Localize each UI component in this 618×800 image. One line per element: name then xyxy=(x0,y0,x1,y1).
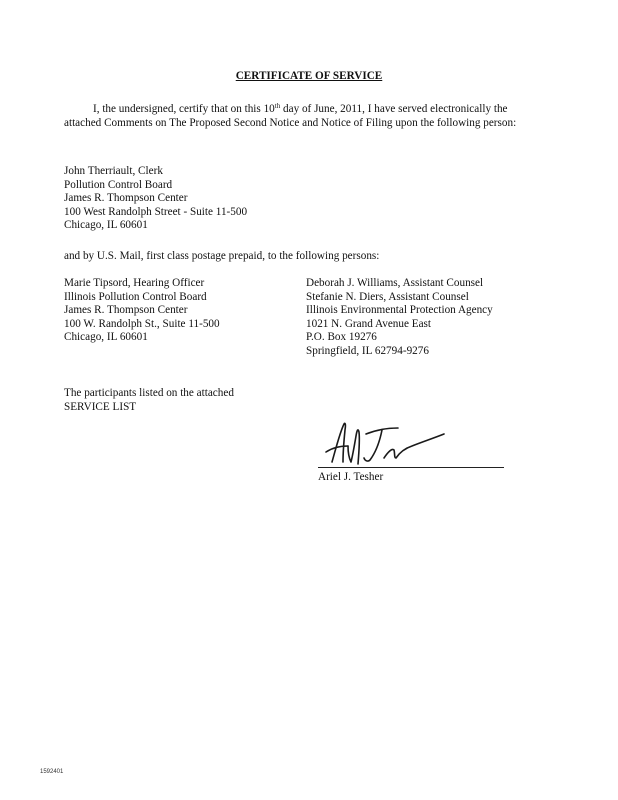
footer-code: 1592401 xyxy=(40,769,64,775)
page-title: CERTIFICATE OF SERVICE xyxy=(235,70,383,82)
participants-line: The participants listed on the attached xyxy=(64,387,234,399)
recipient-right-line: Deborah J. Williams, Assistant Counsel xyxy=(306,277,484,289)
recipient-left-line: Marie Tipsord, Hearing Officer xyxy=(64,277,205,289)
certification-paragraph xyxy=(64,103,544,131)
clerk-address-line: John Therriault, Clerk xyxy=(64,165,163,177)
mail-sentence: and by U.S. Mail, first class postage prepaid, to the following persons: xyxy=(64,250,380,262)
participants-line: SERVICE LIST xyxy=(64,400,137,413)
signer-name: Ariel J. Tesher xyxy=(318,471,384,483)
intro-text-part2: day of June, 2011, I have served electronically the attached Comments on The Proposed Second Notice and Notice of Filing upon the following person: xyxy=(64,103,517,129)
intro-text-part1: I, the undersigned, certify that on this 10 xyxy=(93,103,275,115)
recipient-left-line: James R. Thompson Center xyxy=(64,304,188,317)
recipient-right-block xyxy=(306,277,493,359)
participants-block xyxy=(64,387,234,414)
signature-line xyxy=(318,467,504,468)
recipient-right-line: Stefanie N. Diers, Assistant Counsel xyxy=(306,290,469,303)
clerk-address-line: 100 West Randolph Street - Suite 11-500 xyxy=(64,205,248,218)
handwritten-signature xyxy=(318,418,478,468)
recipient-right-line: Springfield, IL 62794-9276 xyxy=(306,344,429,357)
recipient-right-line: 1021 N. Grand Avenue East xyxy=(306,317,432,330)
clerk-address-block xyxy=(64,165,247,233)
recipient-left-line: 100 W. Randolph St., Suite 11-500 xyxy=(64,317,220,330)
recipient-right-line: Illinois Environmental Protection Agency xyxy=(306,304,493,317)
clerk-address-line: James R. Thompson Center xyxy=(64,192,188,205)
recipient-left-line: Illinois Pollution Control Board xyxy=(64,290,207,303)
recipient-right-line: P.O. Box 19276 xyxy=(306,331,377,344)
intro-superscript: th xyxy=(274,102,281,110)
recipient-left-block xyxy=(64,277,220,345)
recipient-left-line: Chicago, IL 60601 xyxy=(64,331,148,344)
clerk-address-line: Chicago, IL 60601 xyxy=(64,219,148,232)
clerk-address-line: Pollution Control Board xyxy=(64,178,173,191)
